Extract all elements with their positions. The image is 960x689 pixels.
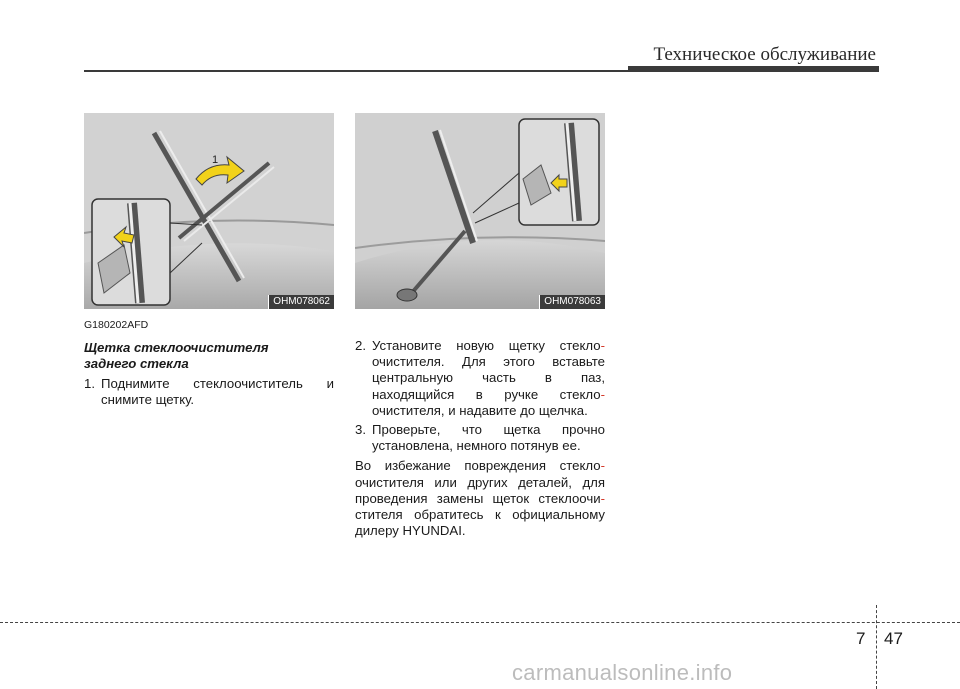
hyphen-mark: - — [600, 458, 605, 474]
step-number: 3. — [355, 422, 366, 438]
wiper-install-illustration — [355, 113, 605, 309]
step-text: Поднимите стеклоочиститель и снимите щетку. — [101, 375, 334, 407]
step-number: 1. — [84, 375, 95, 391]
step-item — [355, 338, 605, 419]
step-text-part: очистителя, и надавите до щелчка. — [372, 402, 588, 418]
step-item — [355, 422, 605, 454]
step-text: Проверьте, что щетка прочно установлена, немного потянув ее. — [372, 422, 605, 454]
watermark: carmanualsonline.info — [512, 660, 733, 685]
footer-divider — [876, 605, 877, 689]
subheading — [84, 340, 304, 372]
header-bar — [628, 66, 879, 72]
section-title: Техническое обслуживание — [653, 44, 876, 65]
doc-code: G180202AFD — [84, 319, 149, 331]
wiper-lift-illustration — [84, 113, 334, 309]
chapter-number: 7 — [856, 629, 866, 648]
hyphen-mark: - — [600, 386, 605, 402]
note-paragraph — [355, 458, 605, 539]
step-text — [369, 338, 605, 419]
step-text-part: очистителя. Для этого вставьте центральную часть в паз, находящийся в ручке стекло — [372, 354, 605, 402]
subheading-line: заднего стекла — [84, 356, 189, 372]
page-number: 47 — [884, 629, 903, 648]
subheading-line: Щетка стеклоочистителя — [84, 340, 269, 356]
step-text-part: Установите новую щетку стекло — [372, 338, 601, 353]
footer-rule — [0, 622, 960, 623]
step-item — [84, 376, 334, 408]
note-text-part: очистителя или других деталей, для проведения замены щеток стеклоочи — [355, 474, 605, 506]
note-text-part: стителя обратитесь к официальному дилеру HYUNDAI. — [355, 507, 605, 539]
note-text-part: Во избежание повреждения стекло — [355, 458, 601, 474]
step-number: 2. — [355, 338, 366, 353]
figure-wiper-lift — [84, 113, 334, 309]
left-column — [84, 317, 334, 411]
callout-number: 1 — [212, 154, 219, 166]
figure-code: OHM078062 — [268, 295, 334, 309]
callout-1 — [208, 151, 224, 167]
hyphen-mark: - — [600, 490, 605, 506]
figure-code: OHM078063 — [539, 295, 605, 309]
detail-inset — [519, 119, 599, 225]
figure-wiper-install — [355, 113, 605, 309]
hyphen-mark: - — [600, 338, 605, 353]
right-column — [355, 338, 605, 539]
